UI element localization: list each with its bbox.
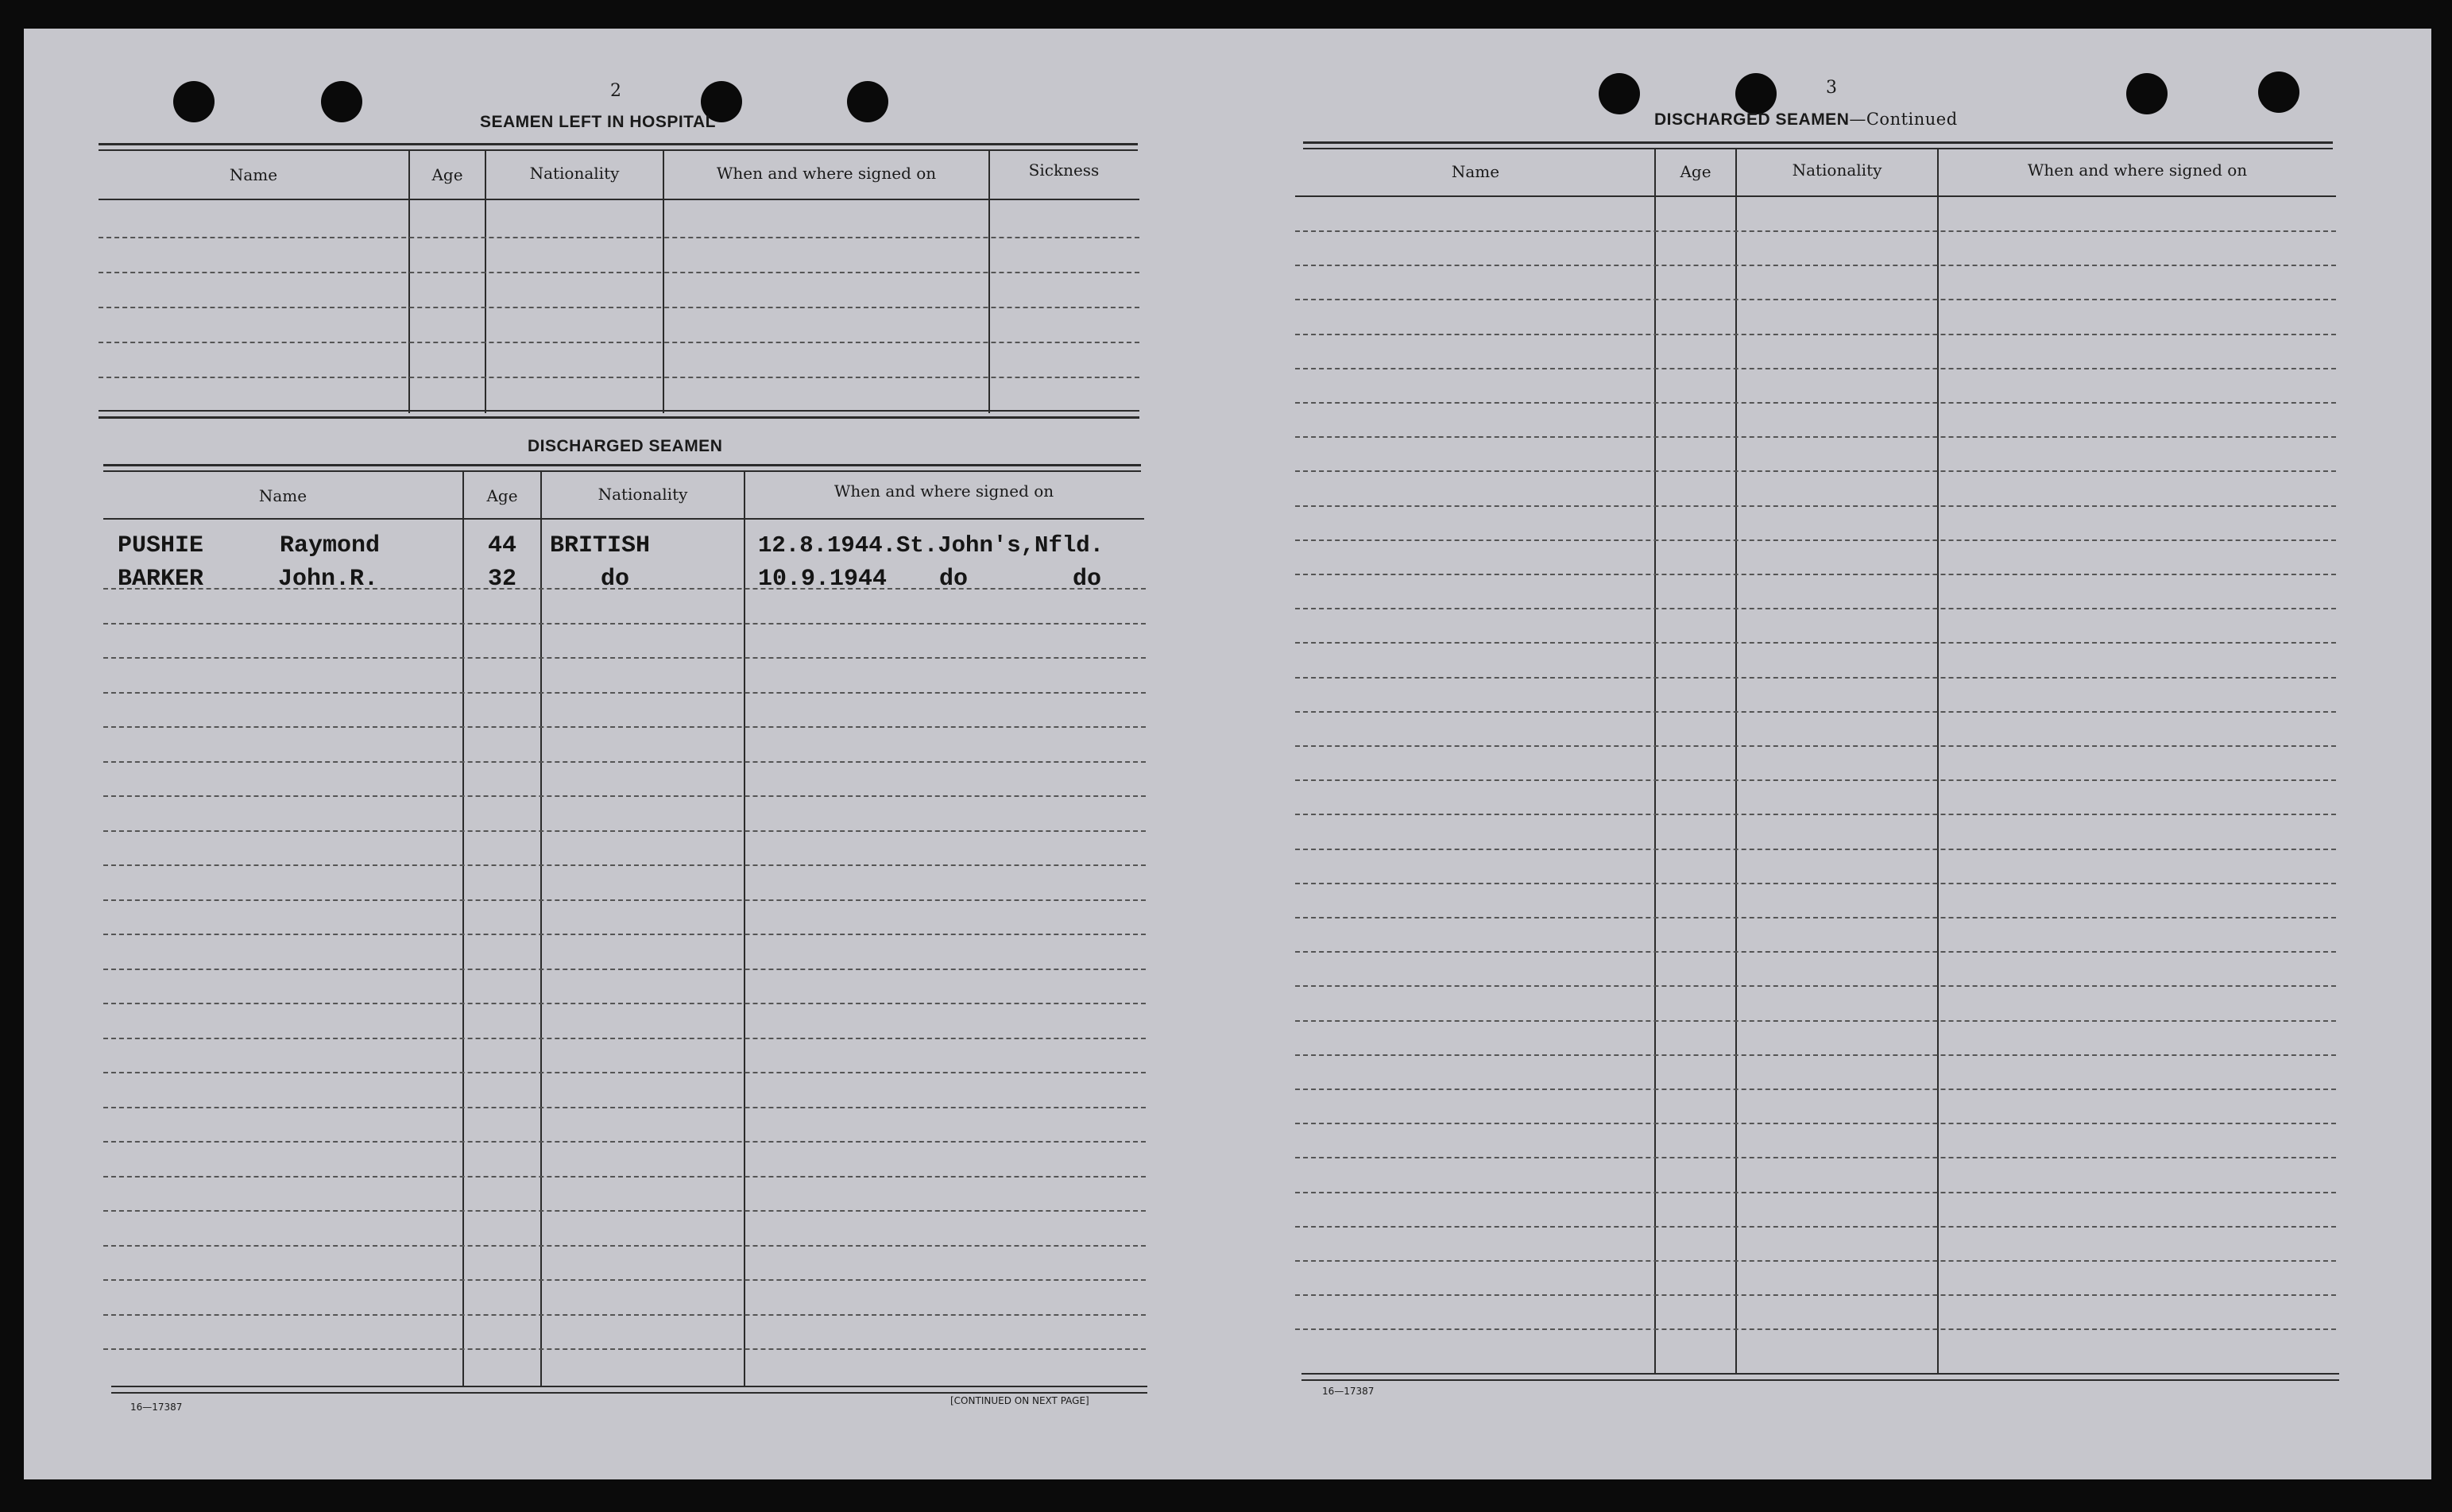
discharged-col-signed-on: When and where signed on <box>833 481 1054 501</box>
ruled-line <box>103 588 1146 590</box>
punch-hole <box>1735 73 1777 114</box>
ruled-line <box>1295 608 2336 609</box>
hospital-table-top-rule <box>99 143 1138 145</box>
ruled-line <box>103 1038 1146 1039</box>
right-section-title <box>1654 110 1958 130</box>
hospital-col-nationality: Nationality <box>529 164 620 183</box>
ruled-line <box>1295 1328 2336 1330</box>
ruled-line <box>103 1003 1146 1004</box>
seaman-age: 32 <box>488 566 517 593</box>
ruled-line <box>103 1210 1146 1212</box>
ruled-line <box>1295 849 2336 850</box>
discharged-col-name: Name <box>258 486 307 505</box>
form-number-right: 16—17387 <box>1322 1386 1375 1397</box>
ruled-line <box>1295 539 2336 541</box>
ruled-line <box>1295 1260 2336 1262</box>
ruled-line <box>1295 1157 2336 1158</box>
ruled-line <box>1295 951 2336 953</box>
discharged-col-age: Age <box>486 486 518 505</box>
ruled-line <box>103 1314 1146 1316</box>
ruled-line <box>1295 470 2336 472</box>
ruled-line <box>1295 402 2336 404</box>
page-number-right: 3 <box>1826 78 1837 98</box>
ruled-line <box>103 1245 1146 1247</box>
right-table-bottom-rule <box>1301 1373 2339 1375</box>
discharged-table-bottom-rule <box>111 1386 1147 1387</box>
ruled-line <box>103 692 1146 694</box>
punch-hole <box>847 81 888 122</box>
page-number-left: 2 <box>610 81 621 101</box>
ruled-line <box>103 623 1146 625</box>
seaman-age: 44 <box>488 532 517 559</box>
ruled-line <box>1295 1089 2336 1090</box>
ruled-line <box>1295 368 2336 369</box>
ruled-line <box>103 1279 1146 1281</box>
ruled-line <box>1295 1054 2336 1056</box>
ruled-line <box>103 1107 1146 1108</box>
ruled-line <box>1295 814 2336 815</box>
seaman-given-name: Raymond <box>280 532 381 559</box>
ruled-line <box>1295 677 2336 679</box>
ruled-line <box>103 761 1146 763</box>
ruled-line <box>1295 574 2336 575</box>
seaman-nationality: BRITISH <box>550 532 651 559</box>
discharged-section-title: DISCHARGED SEAMEN <box>528 437 723 455</box>
right-table-top-rule <box>1303 141 2333 144</box>
seaman-signed-on-extra: do <box>1073 566 1102 593</box>
continued-note: [CONTINUED ON NEXT PAGE] <box>950 1395 1089 1406</box>
right-col-nationality: Nationality <box>1792 160 1882 180</box>
ruled-line <box>103 1141 1146 1143</box>
right-title-suffix: —Continued <box>1849 110 1958 129</box>
ruled-line <box>103 830 1146 832</box>
hospital-header-rule <box>99 199 1139 200</box>
discharged-header-rule <box>103 518 1144 520</box>
ruled-line <box>1295 230 2336 232</box>
ruled-line <box>1295 265 2336 266</box>
ruled-line <box>1295 779 2336 781</box>
ruled-line <box>1295 642 2336 644</box>
punch-hole <box>1599 73 1640 114</box>
form-number-left: 16—17387 <box>130 1402 183 1413</box>
seaman-signed-on-date: 10.9.1944 <box>758 566 888 593</box>
ruled-line <box>1295 917 2336 918</box>
ruled-line <box>103 864 1146 866</box>
right-header-rule <box>1295 195 2336 197</box>
ruled-line <box>1295 436 2336 438</box>
scanned-document <box>24 29 2431 1479</box>
hospital-col-signed-on: When and where signed on <box>716 164 937 183</box>
right-title-main: DISCHARGED SEAMEN <box>1654 110 1850 129</box>
hospital-table-bottom-rule <box>99 410 1139 412</box>
ruled-line <box>103 1176 1146 1178</box>
ruled-line <box>1295 1123 2336 1124</box>
ruled-line <box>103 899 1146 901</box>
ruled-line <box>1295 1226 2336 1228</box>
ruled-line <box>103 795 1146 797</box>
punch-hole <box>321 81 362 122</box>
ruled-line <box>1295 1294 2336 1296</box>
ruled-line <box>103 969 1146 970</box>
ruled-line <box>1295 334 2336 335</box>
punch-hole <box>2258 72 2299 113</box>
punch-hole <box>173 81 215 122</box>
discharged-col-nationality: Nationality <box>598 485 688 504</box>
discharged-table-top-rule <box>103 464 1141 466</box>
seaman-surname: PUSHIE <box>118 532 204 559</box>
punch-hole <box>2126 73 2168 114</box>
right-col-name: Name <box>1451 162 1500 181</box>
right-col-signed-on: When and where signed on <box>2027 160 2248 180</box>
ruled-line <box>1295 711 2336 713</box>
ruled-line <box>1295 505 2336 507</box>
hospital-col-name: Name <box>229 165 278 184</box>
ruled-line <box>1295 985 2336 987</box>
hospital-section-title: SEAMEN LEFT IN HOSPITAL <box>480 113 716 131</box>
right-col-age: Age <box>1680 162 1711 181</box>
ruled-line <box>103 934 1146 935</box>
ruled-line <box>103 726 1146 728</box>
ruled-line <box>103 1072 1146 1073</box>
ruled-line <box>1295 883 2336 884</box>
ruled-line <box>103 657 1146 659</box>
ruled-line <box>1295 1192 2336 1193</box>
hospital-col-age: Age <box>431 165 463 184</box>
ruled-line <box>1295 1020 2336 1022</box>
hospital-col-sickness: Sickness <box>1028 160 1100 180</box>
seaman-given-name: John.R. <box>278 566 379 593</box>
seaman-signed-on: 12.8.1944.St.John's,Nfld. <box>758 532 1104 559</box>
seaman-nationality: do <box>601 566 630 593</box>
ruled-line <box>103 1348 1146 1350</box>
seaman-signed-on-place: do <box>939 566 969 593</box>
seaman-surname: BARKER <box>118 566 204 593</box>
ruled-line <box>1295 299 2336 300</box>
ruled-line <box>1295 745 2336 747</box>
